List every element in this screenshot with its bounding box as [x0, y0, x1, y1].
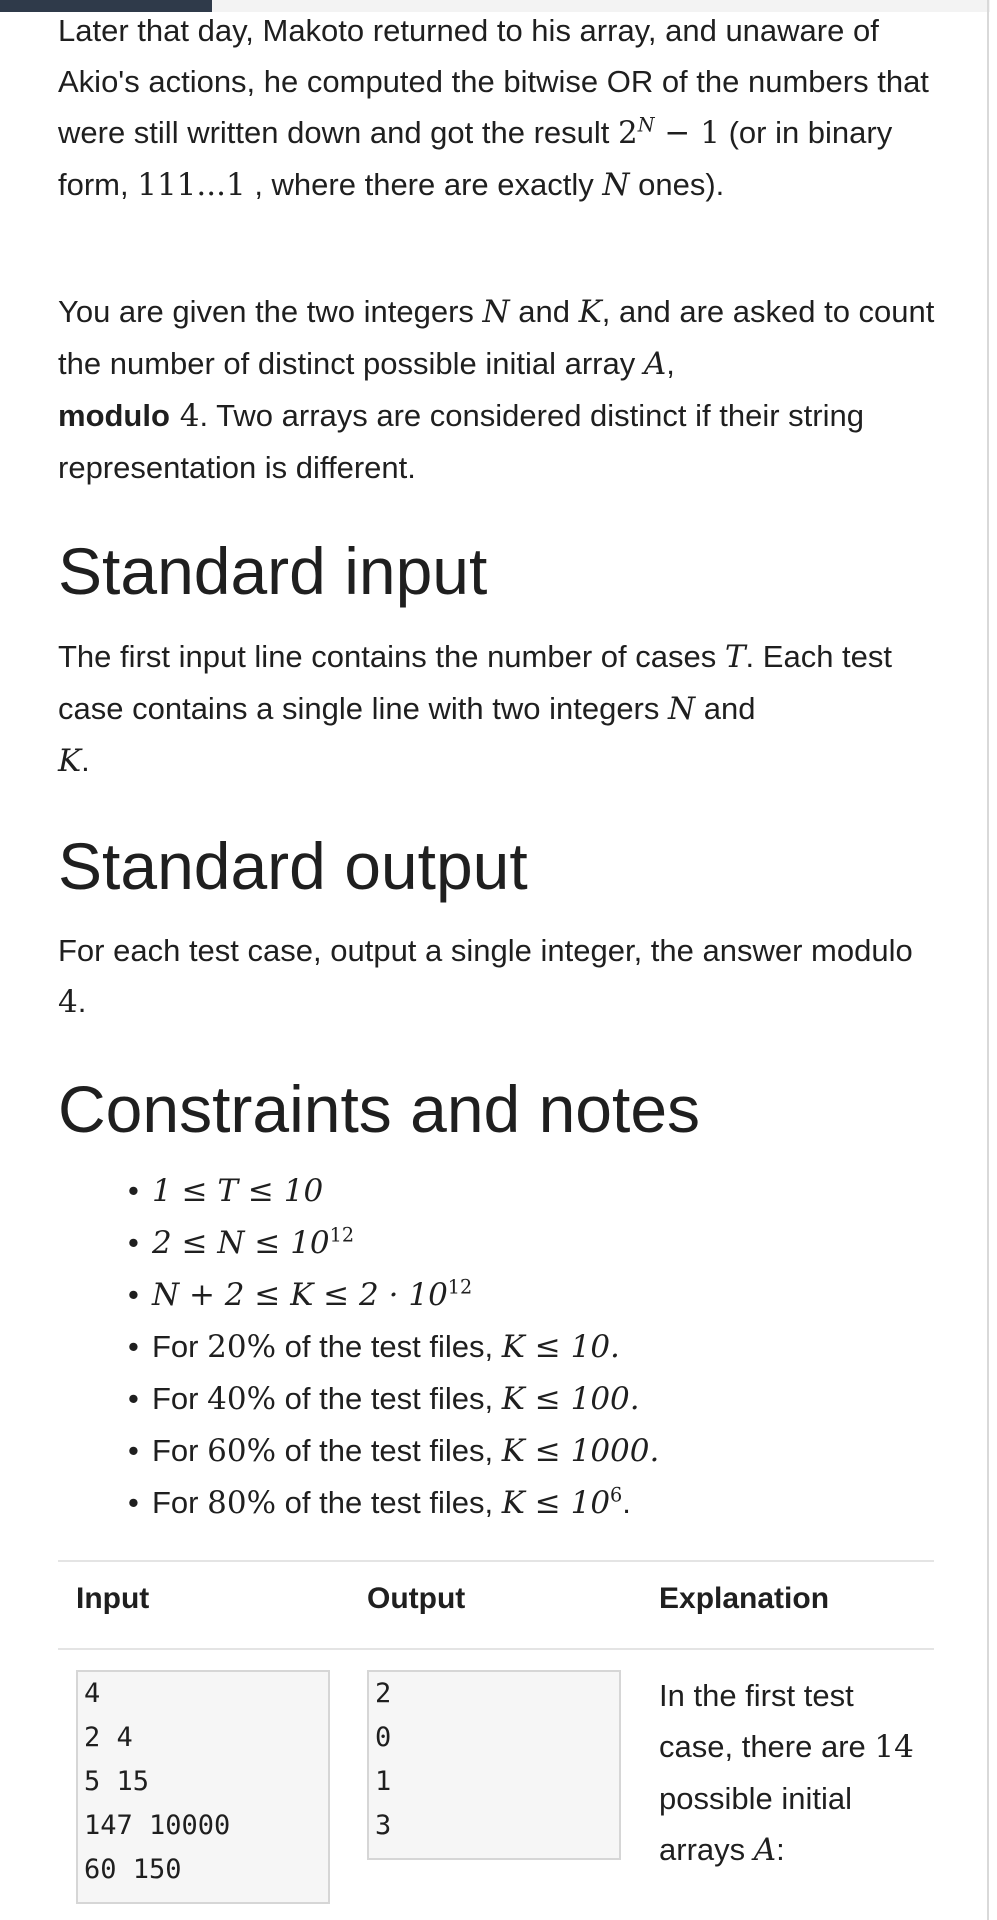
input-line: 147 10000 — [84, 1810, 231, 1841]
right-border — [987, 0, 989, 1920]
math-percent: 40% — [207, 1381, 277, 1417]
input-line: 60 150 — [84, 1854, 182, 1885]
output-line: 0 — [375, 1722, 392, 1753]
text: : — [776, 1832, 785, 1867]
list-item — [128, 1269, 948, 1321]
text: , and are asked to count the number of distinct possible initial array — [58, 294, 935, 381]
standard-output-text — [58, 925, 938, 1028]
text: For — [152, 1329, 208, 1364]
math-constraint: N + 2 ≤ K ≤ 2 · 10 — [152, 1277, 448, 1313]
text: , where there are exactly — [245, 167, 603, 202]
math-bound: K ≤ 10 — [501, 1485, 611, 1521]
text: Later that day, Makoto returned to his array, and unaware of Akio's actions, he computed the bitwise OR of the numbers that were still written down and got the result — [58, 13, 929, 150]
example-output-header: Output — [367, 1582, 466, 1615]
math-N: N — [668, 691, 696, 727]
math-4: 4 — [169, 398, 200, 434]
text: In the first test case, there are — [659, 1678, 875, 1764]
text: of the test files, — [276, 1381, 502, 1416]
math-exponent: 12 — [447, 1275, 473, 1299]
text: of the test files, — [276, 1433, 502, 1468]
text: (or in binary form, — [58, 115, 893, 202]
math-bound: K ≤ 1000. — [501, 1433, 660, 1469]
list-item — [128, 1373, 948, 1425]
text: For — [152, 1433, 208, 1468]
example-input-header: Input — [76, 1582, 150, 1615]
math-bound: K ≤ 100. — [501, 1381, 640, 1417]
math-constraint: 2 ≤ N ≤ 10 — [152, 1225, 330, 1261]
math-percent: 20% — [207, 1329, 277, 1365]
text: . Two arrays are considered distinct if their string representation is different. — [58, 398, 864, 485]
example-output-box[interactable] — [367, 1670, 621, 1860]
text: For — [152, 1381, 208, 1416]
text: , — [666, 346, 675, 381]
input-line: 4 — [84, 1678, 101, 1709]
math-minus-one: − 1 — [654, 115, 720, 151]
math-14: 14 — [874, 1729, 914, 1765]
text: The first input line contains the number of cases — [58, 639, 725, 674]
math-percent: 80% — [207, 1485, 277, 1521]
example-explanation-header: Explanation — [659, 1582, 830, 1615]
statement-paragraph-1 — [58, 5, 938, 211]
math-exponent: N — [637, 113, 655, 137]
list-item — [128, 1477, 948, 1529]
example-input-box[interactable] — [76, 1670, 330, 1904]
output-line: 3 — [375, 1810, 392, 1841]
text: . — [77, 984, 87, 1019]
output-line: 1 — [375, 1766, 392, 1797]
list-item — [128, 1321, 948, 1373]
text: possible initial arrays — [659, 1781, 852, 1867]
math-K: K — [58, 743, 82, 779]
math-K: K — [578, 294, 602, 330]
math-constraint: 1 ≤ T ≤ 10 — [152, 1173, 324, 1209]
list-item — [128, 1165, 948, 1217]
math-N: N — [602, 167, 630, 203]
standard-input-text — [58, 631, 938, 787]
math-N: N — [482, 294, 510, 330]
text: of the test files, — [276, 1329, 502, 1364]
text: . — [622, 1485, 631, 1520]
input-line: 2 4 — [84, 1722, 133, 1753]
statement-paragraph-2 — [58, 286, 938, 493]
constraints-heading: Constraints and notes — [58, 1072, 701, 1146]
math-T: T — [724, 639, 746, 675]
output-line: 2 — [375, 1678, 392, 1709]
constraints-list — [128, 1165, 948, 1529]
text: . Each test case contains a single line with two integers — [58, 639, 893, 726]
math-base: 2 — [618, 115, 638, 151]
math-4: 4 — [58, 984, 78, 1020]
math-A: A — [753, 1832, 777, 1868]
text: . — [81, 743, 90, 778]
input-line: 5 15 — [84, 1766, 150, 1797]
bold-modulo: modulo — [58, 398, 170, 433]
text: You are given the two integers — [58, 294, 483, 329]
math-exponent: 6 — [610, 1483, 623, 1507]
standard-input-heading: Standard input — [58, 534, 488, 608]
example-explanation — [659, 1670, 919, 1876]
table-header-divider — [58, 1648, 934, 1650]
text: ones). — [629, 167, 725, 202]
text: For each test case, output a single integer, the answer modulo — [58, 933, 913, 968]
math-bound: K ≤ 10. — [501, 1329, 620, 1365]
math-A: A — [643, 346, 667, 382]
math-binary: 111...1 — [137, 167, 246, 203]
text: and — [509, 294, 579, 329]
standard-output-heading: Standard output — [58, 829, 528, 903]
table-top-divider — [58, 1560, 934, 1562]
text: and — [695, 691, 756, 726]
list-item — [128, 1425, 948, 1477]
text: For — [152, 1485, 208, 1520]
math-percent: 60% — [207, 1433, 277, 1469]
text: of the test files, — [276, 1485, 502, 1520]
math-exponent: 12 — [329, 1223, 355, 1247]
list-item — [128, 1217, 948, 1269]
